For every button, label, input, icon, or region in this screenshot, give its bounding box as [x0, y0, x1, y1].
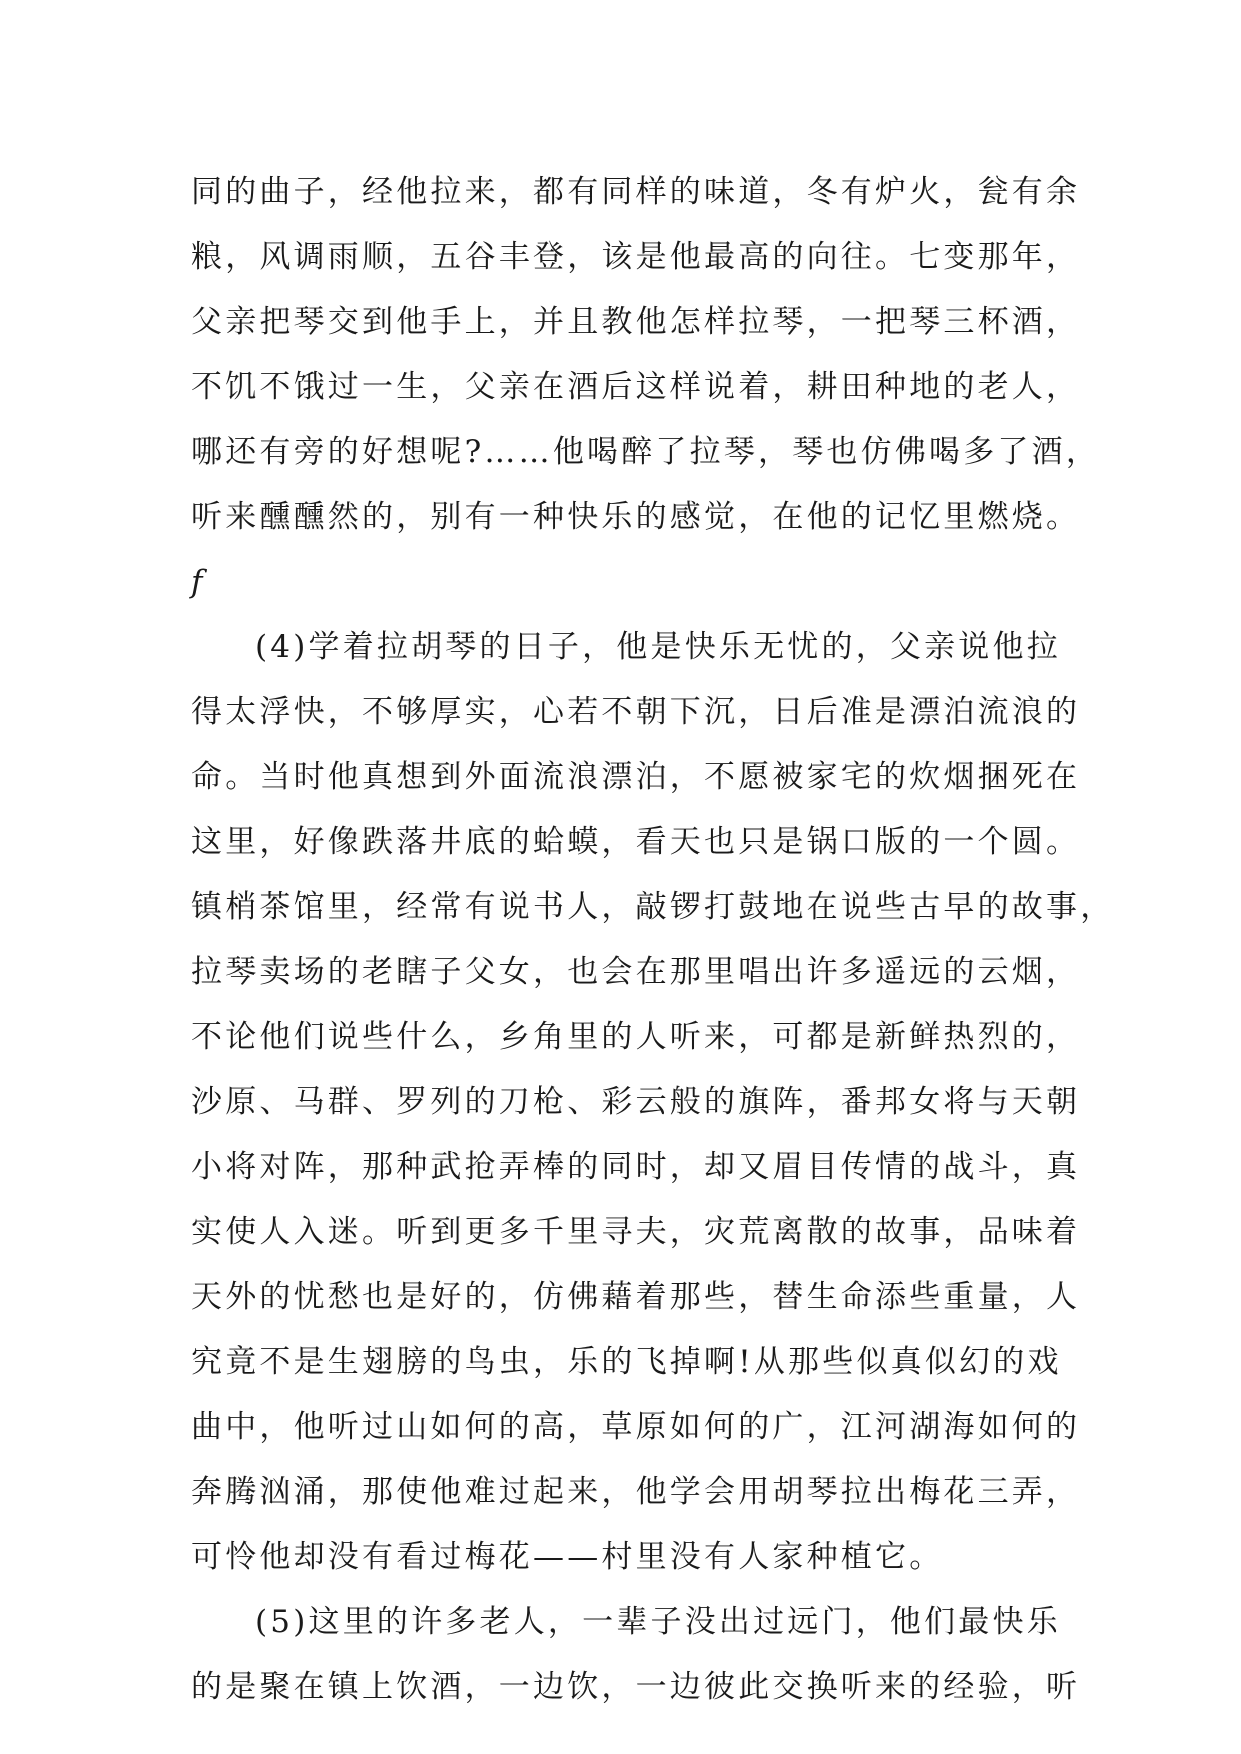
- text-line: 同的曲子，经他拉来，都有同样的味道，冬有炉火，瓮有余: [191, 174, 1081, 210]
- body-text: [191, 160, 1115, 1720]
- text-line: 不饥不饿过一生，父亲在酒后这样说着，耕田种地的老人，: [191, 369, 1081, 405]
- paragraph-5-start: (5)这里的许多老人，一辈子没出过远门，他们最快乐: [255, 1604, 1061, 1640]
- stray-mark: f: [191, 564, 203, 600]
- text-line: 的是聚在镇上饮酒，一边饮，一边彼此交换听来的经验，听: [191, 1669, 1081, 1705]
- text-line: 不论他们说些什么，乡角里的人听来，可都是新鲜热烈的，: [191, 1019, 1081, 1055]
- text-line: 实使人入迷。听到更多千里寻夫，灾荒离散的故事，品味着: [191, 1214, 1081, 1250]
- paragraph-4-start: (4)学着拉胡琴的日子，他是快乐无忧的，父亲说他拉: [255, 629, 1061, 665]
- text-line: 奔腾汹涌，那使他难过起来，他学会用胡琴拉出梅花三弄，: [191, 1474, 1081, 1510]
- text-line: 这里，好像跌落井底的蛤蟆，看天也只是锅口版的一个圆。: [191, 824, 1081, 860]
- text-line: 究竟不是生翅膀的鸟虫，乐的飞掉啊!从那些似真似幻的戏: [191, 1344, 1062, 1380]
- text-line: 粮，风调雨顺，五谷丰登，该是他最高的向往。七变那年，: [191, 239, 1081, 275]
- text-line: 可怜他却没有看过梅花——村里没有人家种植它。: [191, 1539, 944, 1575]
- text-line: 哪还有旁的好想呢?……他喝醉了拉琴，琴也仿佛喝多了酒，: [191, 434, 1101, 470]
- text-line: 小将对阵，那种武抢弄棒的同时，却又眉目传情的战斗，真: [191, 1149, 1081, 1185]
- text-line: 镇梢茶馆里，经常有说书人，敲锣打鼓地在说些古早的故事，: [191, 889, 1115, 925]
- text-line: 拉琴卖场的老瞎子父女，也会在那里唱出许多遥远的云烟，: [191, 954, 1081, 990]
- text-line: 天外的忧愁也是好的，仿佛藉着那些，替生命添些重量，人: [191, 1279, 1081, 1315]
- text-line: 曲中，他听过山如何的高，草原如何的广，江河湖海如何的: [191, 1409, 1081, 1445]
- text-line: 父亲把琴交到他手上，并且教他怎样拉琴，一把琴三杯酒，: [191, 304, 1081, 340]
- text-line: 得太浮快，不够厚实，心若不朝下沉，日后准是漂泊流浪的: [191, 694, 1081, 730]
- text-line: 听来醺醺然的，别有一种快乐的感觉，在他的记忆里燃烧。: [191, 499, 1081, 535]
- text-line: 沙原、马群、罗列的刀枪、彩云般的旗阵，番邦女将与天朝: [191, 1084, 1081, 1120]
- text-line: 命。当时他真想到外面流浪漂泊，不愿被家宅的炊烟捆死在: [191, 759, 1081, 795]
